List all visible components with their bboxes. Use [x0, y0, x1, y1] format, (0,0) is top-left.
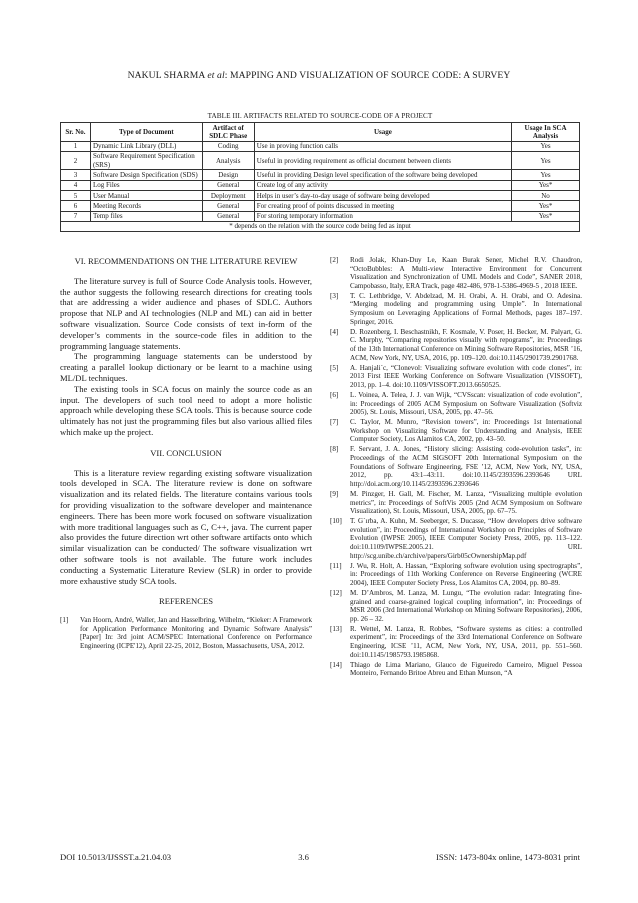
col-header-sr-no: Sr. No. [61, 123, 91, 142]
reference-text: L. Voinea, A. Telea, J. J. van Wijk, “CVSscan: visualization of code evolution”, in: Proceedings of 2005 ACM Symposium on Software Visualization (Softviz 2005), St. Louis, Missouri, USA, 2005, pp. 47–56. [350, 390, 582, 417]
cell-phase: General [202, 211, 254, 221]
table-caption: TABLE III. ARTIFACTS RELATED TO SOURCE-CODE OF A PROJECT [207, 112, 433, 120]
reference-number: [3] [330, 291, 339, 300]
page-footer [60, 852, 580, 862]
reference-number: [9] [330, 489, 339, 498]
cell-phase: Design [202, 170, 254, 180]
cell-usage: Create log of any activity [254, 180, 511, 190]
cell-type: Software Design Specification (SDS) [90, 170, 202, 180]
table-row [61, 151, 580, 170]
reference-number: [1] [60, 616, 69, 625]
reference-text: M. Pinzger, H. Gall, M. Fischer, M. Lanza, “Visualizing multiple evolution metrics”, in: Proceedings of SoftVis 2005 (2nd ACM Symposium on Software Visualization), St. Louis, Missouri, USA, 2005, pp. 67–75. [350, 489, 582, 516]
cell-phase: General [202, 201, 254, 211]
footer-issn: ISSN: 1473-804x online, 1473-8031 print [436, 852, 580, 862]
cell-phase: Coding [202, 141, 254, 151]
reference-number: [7] [330, 418, 339, 427]
table-row [61, 201, 580, 211]
reference-item [330, 364, 582, 390]
reference-number: [10] [330, 517, 342, 526]
reference-text: D. Rozenberg, I. Beschastnikh, F. Kosmale, V. Poser, H. Becker, M. Palyart, G. C. Murphy, “Comparing repositories visually with repograms”, in: Proceedings of the 13th International Conference on Mining Software Repositories, MSR ’16, ACM, New York, NY, USA, 2016, pp. 109–120. doi:10.1145/2901739.2901768. [350, 327, 582, 362]
reference-item [330, 292, 582, 326]
cell-usage: Use in proving function calls [254, 141, 511, 151]
section-title-references: REFERENCES [159, 596, 213, 607]
header-etal: et al [207, 70, 225, 81]
header-author: NAKUL SHARMA [127, 70, 205, 81]
cell-usage: Helps in user’s day-to-day usage of software being developed [254, 191, 511, 201]
reference-item [330, 328, 582, 362]
reference-number: [11] [330, 561, 342, 570]
cell-sca: Yes* [512, 211, 580, 221]
table-header-row [61, 123, 580, 142]
reference-item [330, 589, 582, 623]
running-header [0, 70, 638, 81]
right-column [330, 256, 582, 679]
reference-number: [13] [330, 624, 342, 633]
cell-sr: 2 [61, 151, 91, 170]
cell-type: Temp files [90, 211, 202, 221]
reference-number: [4] [330, 327, 339, 336]
col-header-usage: Usage [254, 123, 511, 142]
cell-usage: For creating proof of points discussed in meeting [254, 201, 511, 211]
cell-sca: Yes [512, 141, 580, 151]
paragraph: This is a literature review regarding existing software visualization tools developed in SCA. The literature review is done on software visualization and its related fields. The literature contains various tools for providing visualization to the software developer and maintenance engineers. There has been more work focused on software visualization with more traditional languages such as C, C++, java. The current paper also provides the future direction wrt other software artifacts onto which similar visualization can be conducted/ The software visualization wrt other software tools is not available. The future work includes conducting a Systematic Literature Review (SLR) in order to provide more exhaustive study SCA tools. [60, 467, 312, 586]
cell-sr: 7 [61, 211, 91, 221]
reference-text: T. G´ırba, A. Kuhn, M. Seeberger, S. Ducasse, “How developers drive software evolution”, in: Proceedings of International Workshop on Principles of Software Evolution (IWPSE 2005), IEEE Computer Society Press, 2005, pp. 113–122. doi:10.1109/IWPSE.2005.21. URL http://scg.unibe.ch/archive/papers/Girb05cOwnershipMap.pdf [350, 517, 582, 560]
reference-item [330, 517, 582, 560]
table-row [61, 211, 580, 221]
cell-type: Software Requirement Specification (SRS) [90, 151, 202, 170]
cell-sca: Yes [512, 170, 580, 180]
paragraph: The programming language statements can be understood by creating a parallel lookup dictionary or be learnt to a machine using ML/DL techniques. [60, 351, 312, 383]
reference-text: Thiago de Lima Mariano, Glauco de Figueiredo Carneiro, Miguel Pessoa Monteiro, Fernando Britoe Abreu and Ethan Munson, “A [350, 660, 582, 678]
left-column [60, 256, 312, 652]
table-footnote-row [61, 221, 580, 231]
reference-text: M. D’Ambros, M. Lanza, M. Lungu, “The evolution radar: Integrating fine-grained and coarse-grained logical coupling information”, in: Proceedings of MSR 2006 (3rd International Workshop on Mining Software Repositories), 2006, pp. 26 – 32. [350, 588, 582, 623]
reference-number: [8] [330, 445, 339, 454]
reference-item [330, 661, 582, 678]
section-title-conclusion: VII. CONCLUSION [150, 447, 222, 458]
cell-sr: 3 [61, 170, 91, 180]
cell-usage: Useful in providing requirement as official document between clients [254, 151, 511, 170]
reference-text: F. Servant, J. A. Jones, “History slicing: Assisting code-evolution tasks”, in: Proceedings of the ACM SIGSOFT 20th International Symposium on the Foundations of Software Engineering, FSE ’12, ACM, New York, NY, USA, 2012, pp. 43:1–43:11. doi:10.1145/2393596.2393646 URL http://doi.acm.org/10.1145/2393596.2393646 [350, 445, 582, 488]
cell-sca: No [512, 191, 580, 201]
table-row [61, 170, 580, 180]
cell-sca: Yes [512, 151, 580, 170]
col-header-phase: Artifact of SDLC Phase [202, 123, 254, 142]
reference-item [330, 562, 582, 588]
cell-sr: 5 [61, 191, 91, 201]
cell-sca: Yes* [512, 201, 580, 211]
cell-usage: For storing temporary information [254, 211, 511, 221]
cell-type: User Manual [90, 191, 202, 201]
section-title-recommendations: VI. RECOMMENDATIONS ON THE LITERATURE REVIEW [74, 256, 298, 266]
reference-number: [6] [330, 390, 339, 399]
cell-phase: General [202, 180, 254, 190]
reference-number: [2] [330, 256, 339, 264]
table-row [61, 191, 580, 201]
reference-number: [5] [330, 363, 339, 372]
table-row [61, 141, 580, 151]
cell-sr: 6 [61, 201, 91, 211]
cell-type: Meeting Records [90, 201, 202, 211]
reference-text: R. Wettel, M. Lanza, R. Robbes, “Software systems as cities: a controlled experiment”, in: Proceedings of the 33rd International Conference on Software Engineering, ICSE ’11, ACM, New York, NY, USA, 2011, pp. 551–560. doi:10.1145/1985793.1985868. [350, 624, 582, 659]
table-footnote: * depends on the relation with the source code being fed as input [61, 221, 580, 231]
reference-text: A. Hanjali´c, “Clonevol: Visualizing software evolution with code clones”, in: 2013 First IEEE Working Conference on Software Visualization (VISSOFT), 2013, pp. 1–4. doi:10.1109/VISSOFT.2013.6650525. [350, 363, 582, 389]
reference-text: Rodi Jolak, Khan-Duy Le, Kaan Burak Sener, Michel R.V. Chaudron, “OctoBubbles: A Multi-view Interactive Environment for Concurrent Visualization and Synchronization of UML Models and Code”, SANER 2018, Campobasso, Italy, ERA Track, page 482-486, 978-1-5386-4969-5 , 2018 IEEE. [350, 256, 582, 290]
cell-sca: Yes* [512, 180, 580, 190]
reference-number: [12] [330, 588, 342, 597]
reference-item [330, 625, 582, 659]
paragraph: The existing tools in SCA focus on mainly the source code as an input. The developers of such tool need to adopt a more holistic approach while developing these SCA tools. This is because source code ultimately has not just the programming files but also various allied files which make up the project. [60, 383, 312, 437]
cell-type: Log Files [90, 180, 202, 190]
reference-text: Van Hoorn, André, Waller, Jan and Hasselbring, Wilhelm, “Kieker: A Framework for Application Performance Monitoring and Dynamic Software Analysis” [Paper] In: 3rd joint ACM/SPEC International Conference on Performance Engineering (ICPE'12), April 22-25, 2012, Boston, Massachusetts, USA, 2012. [80, 616, 312, 650]
reference-item [330, 256, 582, 290]
cell-type: Dynamic Link Library (DLL) [90, 141, 202, 151]
col-header-sca: Usage In SCA Analysis [512, 123, 580, 142]
header-title: : MAPPING AND VISUALIZATION OF SOURCE CODE: A SURVEY [224, 70, 511, 81]
reference-item [330, 490, 582, 516]
footer-doi: DOI 10.5013/IJSSST.a.21.04.03 [60, 852, 172, 862]
cell-usage: Useful in providing Design level specification of the software being developed [254, 170, 511, 180]
cell-phase: Deployment [202, 191, 254, 201]
cell-sr: 1 [61, 141, 91, 151]
reference-number: [14] [330, 660, 342, 669]
artifacts-table [60, 122, 580, 232]
cell-phase: Analysis [202, 151, 254, 170]
col-header-type: Type of Document [90, 123, 202, 142]
reference-item [330, 391, 582, 417]
table-row [61, 180, 580, 190]
paragraph: The literature survey is full of Source Code Analysis tools. However, the author suggests the following research directions for creating tools that are addressing a wider audience and phases of SDLC. Authors propose that NLP and AI technologies (NLP and ML) can aid in better software visualization. Source Code consists of text in-form of the developer’s comments in the source-code files in addition to the programming language statements. [60, 275, 312, 351]
reference-item [60, 616, 312, 650]
reference-item [330, 418, 582, 444]
reference-text: C. Taylor, M. Munro, “Revision towers”, in: Proceedings 1st International Workshop on Visualizing Software for Understanding and Analysis, IEEE Computer Society, Los Alamitos CA, 2002, pp. 43–50. [350, 418, 582, 444]
footer-page-number: 3.6 [298, 852, 309, 862]
reference-item [330, 445, 582, 488]
reference-text: J. Wu, R. Holt, A. Hassan, “Exploring software evolution using spectrographs”, in: Proceedings of 11th Working Conference on Reverse Engineering (WCRE 2004), IEEE Computer Society Press, Los Alamitos CA, 2004, pp. 80–89. [350, 561, 582, 587]
cell-sr: 4 [61, 180, 91, 190]
reference-text: T. C. Lethbridge, V. Abdelzad, M. H. Orabi, A. H. Orabi, and O. Adesina. “Merging modeling and programming using Umple”. In International Symposium on Leveraging Applications of Formal Methods, pages 187–197. Springer, 2016. [350, 291, 582, 326]
